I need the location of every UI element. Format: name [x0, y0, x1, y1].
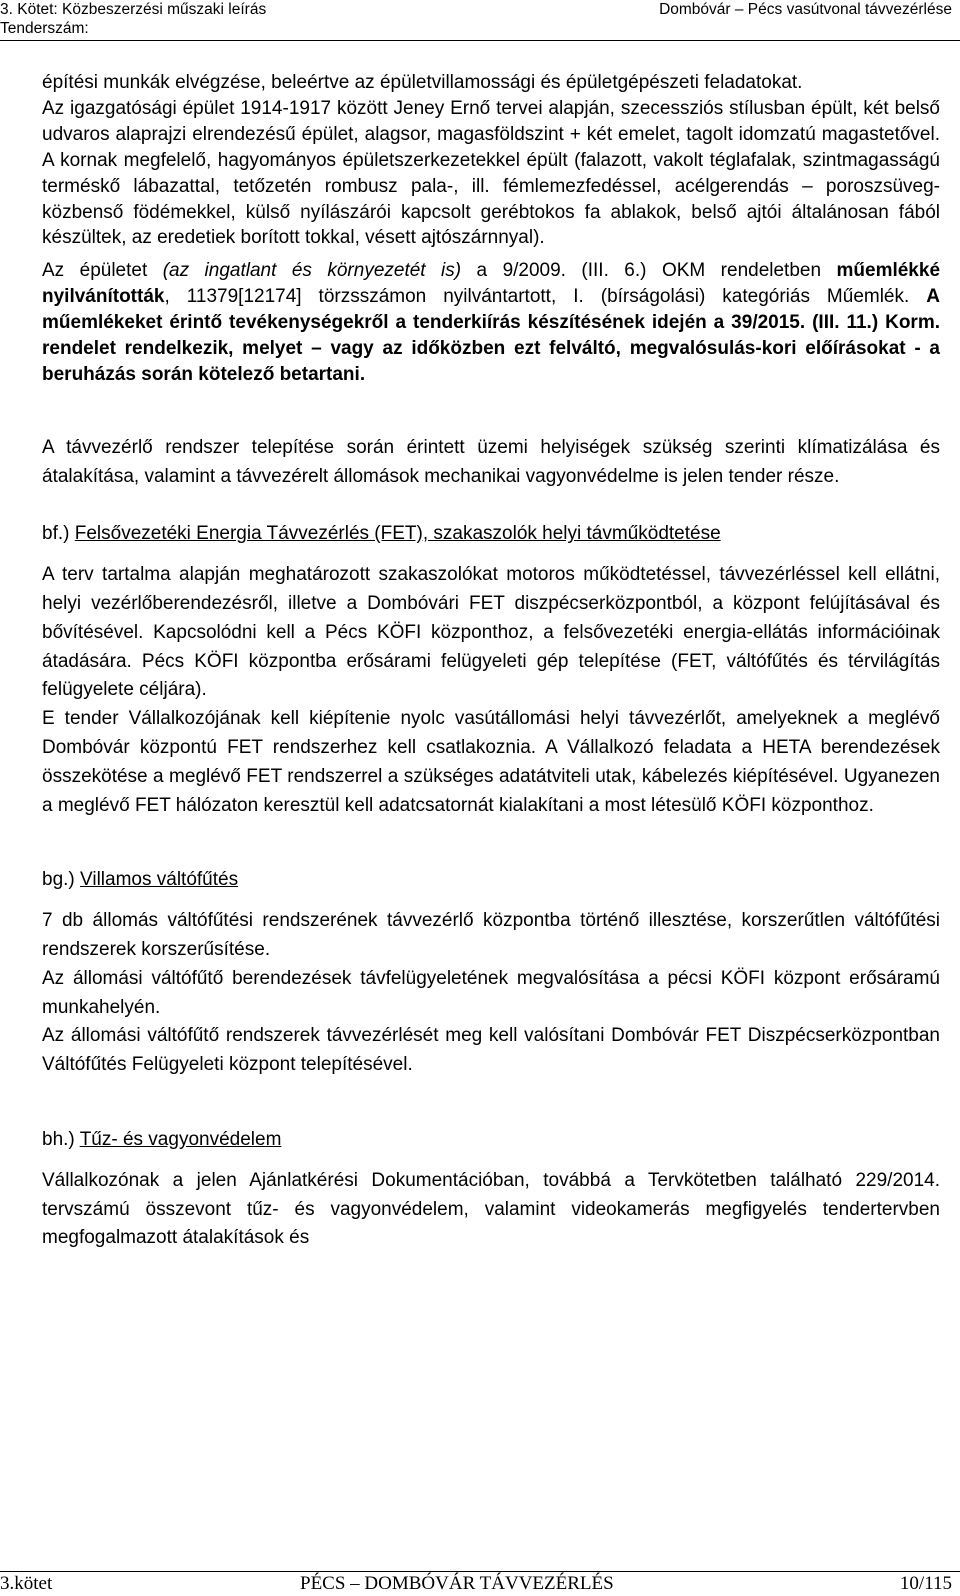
page-header [0, 0, 960, 46]
footer-rule [0, 1571, 960, 1572]
section-building [42, 70, 940, 388]
section-bh [42, 1126, 940, 1253]
section-bg [42, 866, 940, 1080]
section-heading-bh [42, 1126, 940, 1155]
header-tender-label: Tenderszám: [0, 20, 89, 37]
paragraph: E tender Vállalkozójának kell kiépítenie nyolc vasútállomási helyi távvezérlőt, amelyeknek a meglévő Dombóvár központú FET rendszerhez kell csatlakoznia. A Vállalkozó feladata a HETA berendezések összekötése a meglévő FET rendszerrel a szükséges adatátviteli utak, kábelezés kiépítésével. Ugyanezen a meglévő FET hálózaton keresztül kell adatcsatornát kialakítani a most létesülő KÖFI központhoz. [42, 708, 940, 816]
footer-volume: 3.kötet [0, 1573, 53, 1594]
section-heading-bf [42, 520, 940, 549]
spacer [42, 491, 940, 520]
text-run-bold: műemlékké nyilvánították [42, 260, 941, 308]
header-doc-title: 3. Kötet: Közbeszerzési műszaki leírás [0, 1, 267, 18]
text-run: Az épületet [42, 260, 163, 282]
paragraph: A távvezérlő rendszer telepítése során érintett üzemi helyiségek szükség szerinti klímatizálása és átalakítása, valamint a távvezérelt állomások mechanikai vagyonvédelme is jelen tender része. [42, 436, 940, 487]
heading-title: Felsővezetéki Energia Távvezérlés (FET), szakaszolók helyi távműködtetése [74, 523, 721, 545]
spacer [42, 820, 940, 866]
section-heading-bg [42, 866, 940, 895]
section-remote-control [42, 434, 940, 492]
footer-page-number: 10/115 [899, 1573, 952, 1594]
paragraph: Vállalkozónak a jelen Ajánlatkérési Dokumentációban, továbbá a Tervkötetben található 229/2014. tervszámú összevont tűz- és vagyonvédelem, valamint videokamerás megfigyelés tendertervben megfogalmazott átalakítások és [42, 1169, 940, 1249]
page-footer [0, 1571, 960, 1596]
heading-title: Tűz- és vagyonvédelem [79, 1129, 282, 1151]
header-project: Dombóvár – Pécs vasútvonal távvezérlése [659, 1, 952, 18]
paragraph-monument [42, 258, 940, 388]
paragraph: építési munkák elvégzése, beleértve az épületvillamossági és épületgépészeti feladatokat. [42, 72, 803, 93]
section-bf [42, 520, 940, 820]
header-rule [0, 40, 960, 41]
heading-marker: bg.) [42, 869, 81, 891]
document-body [42, 70, 940, 1253]
header-left [0, 0, 266, 38]
spacer [42, 388, 940, 434]
spacer [42, 1080, 940, 1126]
heading-marker: bh.) [42, 1129, 80, 1151]
text-run-bold: A műemlékeket érintő tevékenységekről a tenderkiírás készítésének idején a 39/2015. (III. 11.) Korm. rendelet rendelkezik, melyet – vagy az időközben ezt felváltó, megvalósulás-kori előírásokat - a beruházás során kötelező betartani. [42, 286, 940, 385]
heading-marker: bf.) [42, 523, 75, 545]
text-run: a 9/2009. (III. 6.) OKM rendeletben [461, 260, 837, 282]
heading-title: Villamos váltófűtés [80, 869, 239, 891]
text-run: , 11379[12174] törzsszámon nyilvántartott, I. (bírságolási) kategóriás Műemlék. [164, 286, 927, 308]
text-run-italic: (az ingatlant és környezetét is) [162, 260, 462, 282]
paragraph: Az állomási váltófűtő berendezések távfelügyeletének megvalósítása a pécsi KÖFI központ erősáramú munkahelyén. [42, 967, 940, 1018]
paragraph: A terv tartalma alapján meghatározott szakaszolókat motoros működtetéssel, távvezérléssel kell ellátni, helyi vezérlőberendezésről, illetve a Dombóvári FET diszpécserközpontból, a központ felújításával és bővítésével. Kapcsolódni kell a Pécs KÖFI központhoz, a felsővezetéki energia-ellátás információinak átadására. Pécs KÖFI központba erősárami felügyeleti gép telepítése (FET, váltófűtés és térvilágítás felügyelete céljára). [42, 564, 940, 701]
paragraph: 7 db állomás váltófűtési rendszerének távvezérlő központba történő illesztése, korszerűtlen váltófűtési rendszerek korszerűsítése. [42, 910, 940, 961]
paragraph: Az igazgatósági épület 1914-1917 között Jeney Ernő tervei alapján, szecessziós stílusban épült, két belső udvaros alaprajzi elrendezésű épület, alagsor, magasföldszint + két emelet, tagolt idomzatú magastetővel. A kornak megfelelő, hagyományos épületszerkezetekkel épült (falazott, vakolt téglafalak, szintmagasságú terméskő lábazattal, tetőzetén rombusz pala-, ill. fémlemezfedéssel, acélgerendás – poroszsüveg- közbenső födémekkel, külső nyílászárói kapcsolt gerébtokos fa ablakok, belső ajtói általánosan fából készültek, az eredetiek borított tokkal, vésett ajtószárnnyal). [42, 97, 940, 249]
paragraph: Az állomási váltófűtő rendszerek távvezérlését meg kell valósítani Dombóvár FET Diszpécserközpontban Váltófűtés Felügyeleti központ telepítésével. [42, 1025, 940, 1076]
footer-project: PÉCS – DOMBÓVÁR TÁVVEZÉRLÉS [300, 1573, 614, 1594]
